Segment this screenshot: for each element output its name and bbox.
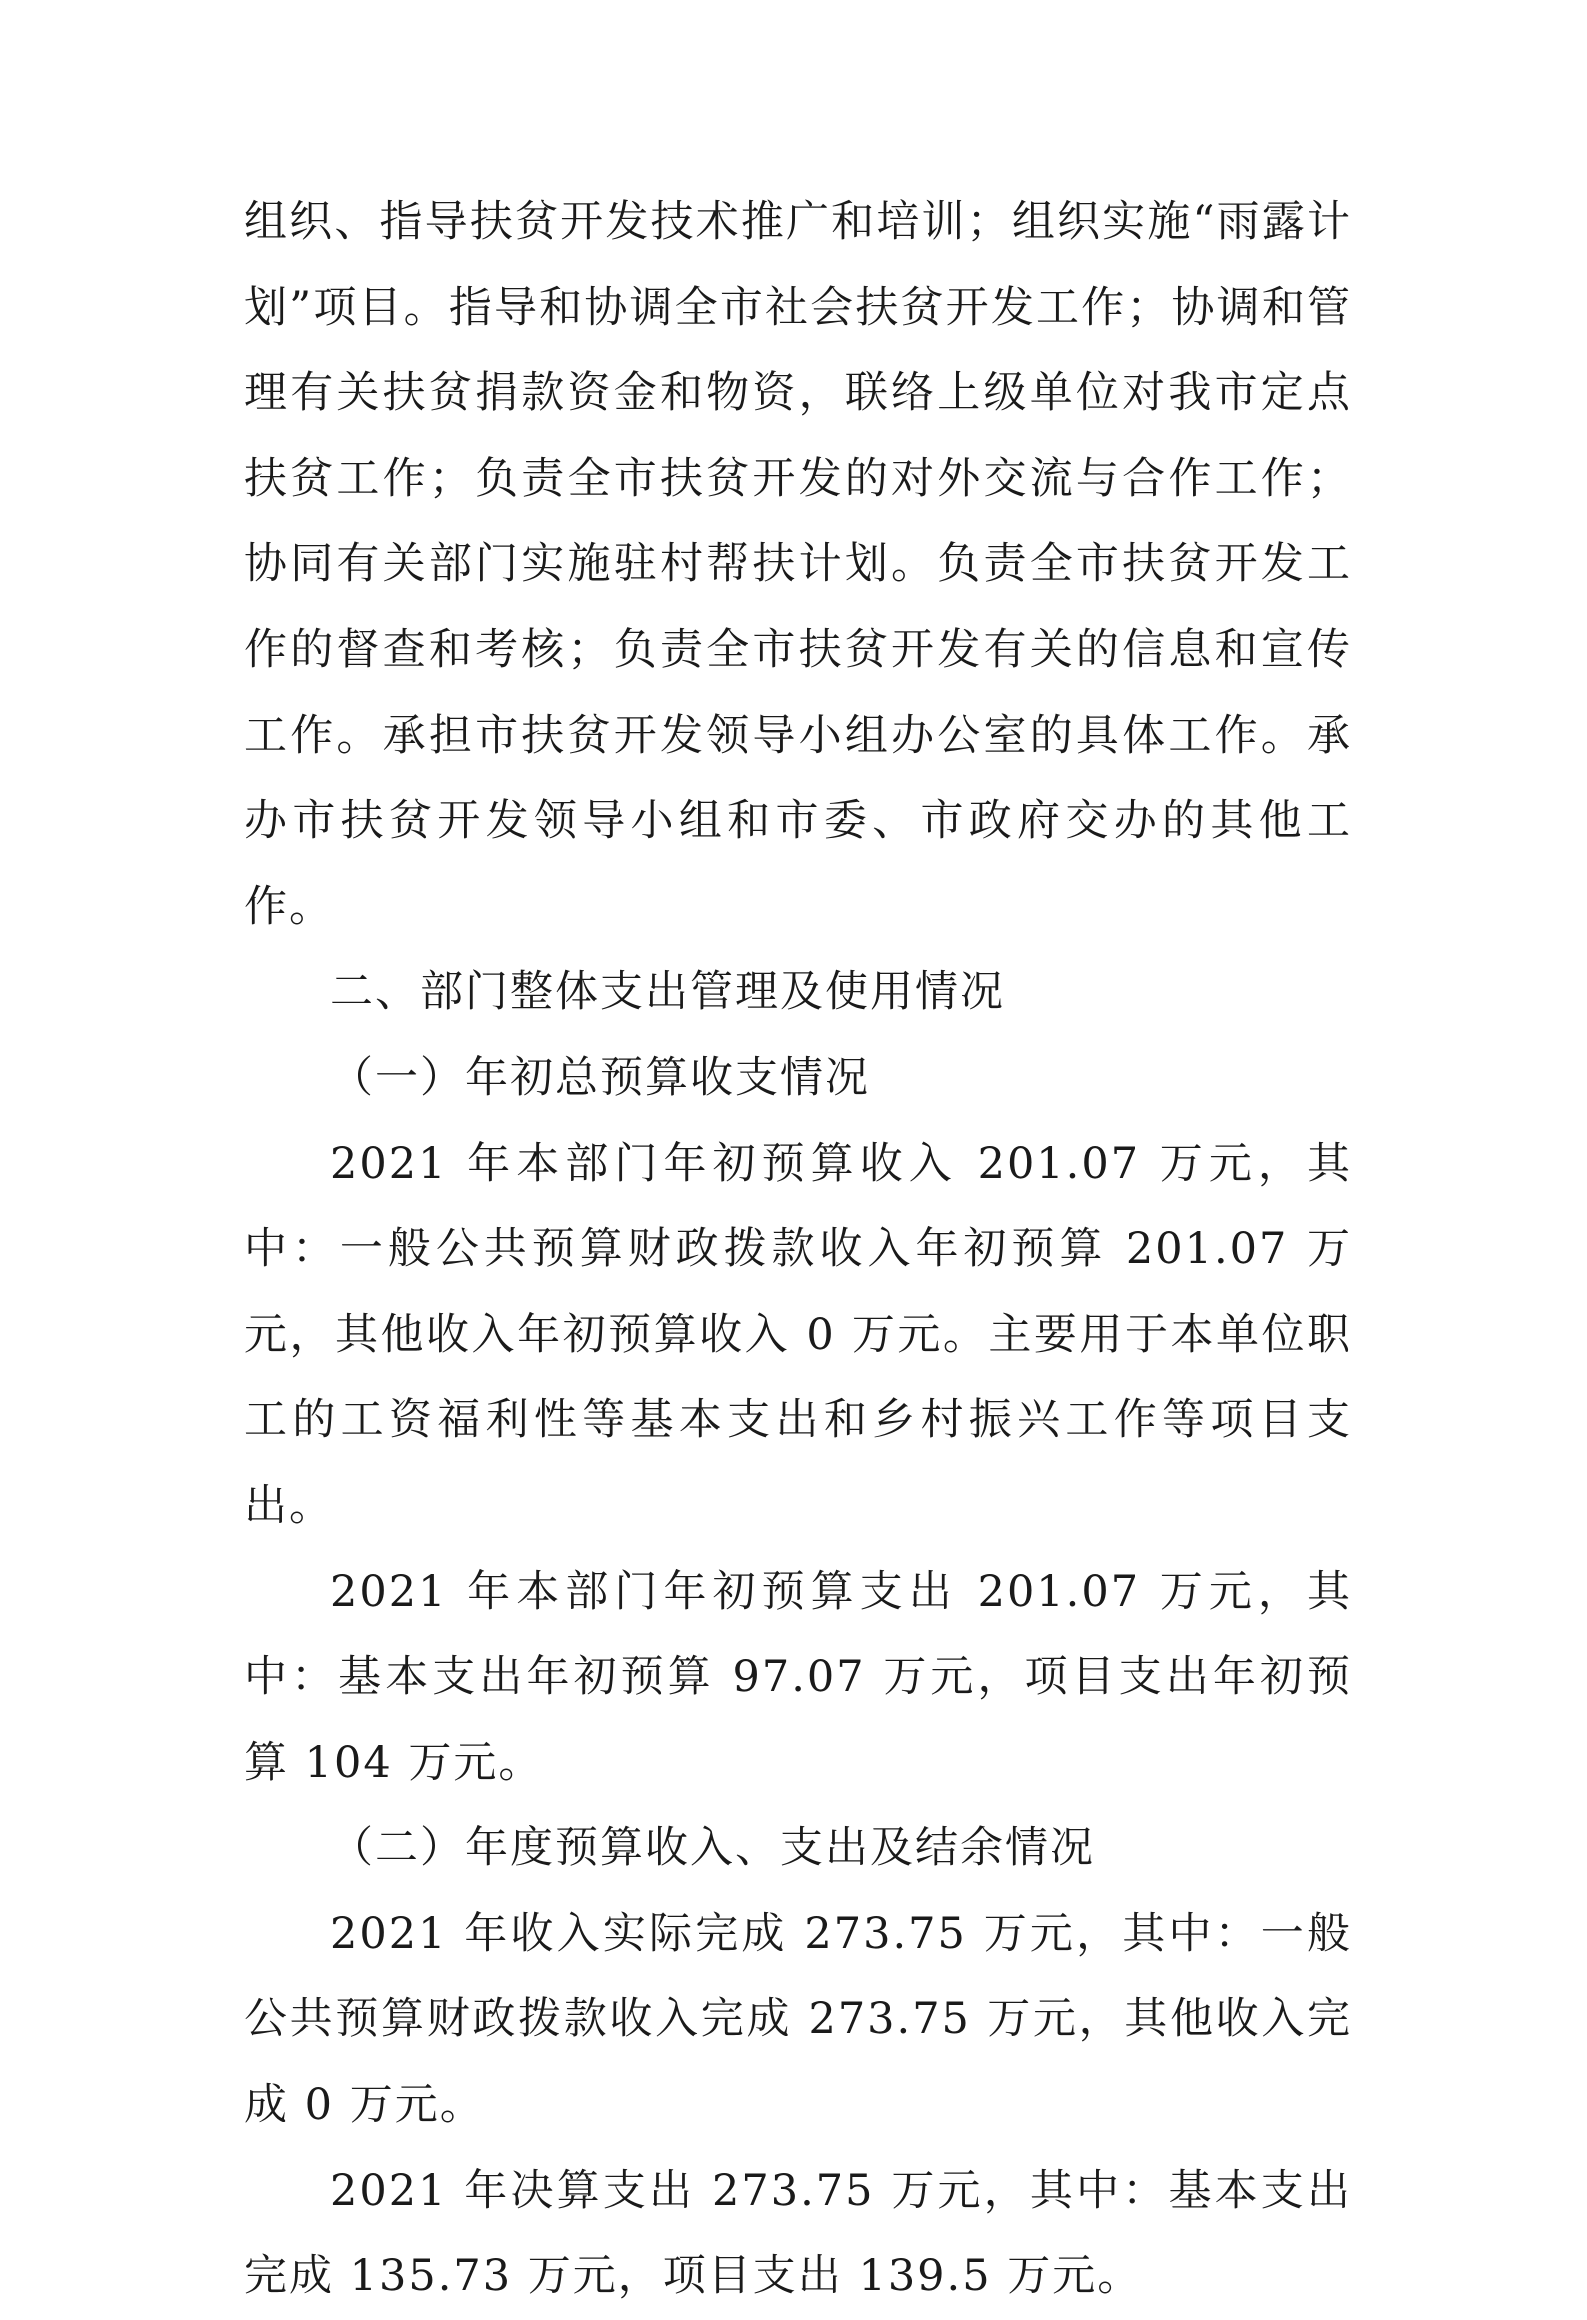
intro-paragraph: 组织、指导扶贫开发技术推广和培训；组织实施“雨露计划”项目。指导和协调全市社会扶贫开发工作；协调和管理有关扶贫捐款资金和物资，联络上级单位对我市定点扶贫工作；负责全市扶贫开发的对外交流与合作工作；协同有关部门实施驻村帮扶计划。负责全市扶贫开发工作的督查和考核；负责全市扶贫开发有关的信息和宣传工作。承担市扶贫开发领导小组办公室的具体工作。承办市扶贫开发领导小组和市委、市政府交办的其他工作。 [244, 197, 1352, 932]
subsection-one-heading: （一）年初总预算收支情况 [330, 1052, 870, 1103]
section-two-heading: 二、部门整体支出管理及使用情况 [330, 967, 1005, 1018]
final-expense-paragraph: 2021 年决算支出 273.75 万元，其中：基本支出完成 135.73 万元，项目支出 139.5 万元。 [244, 2165, 1352, 2302]
subsection-two-heading: （二）年度预算收入、支出及结余情况 [330, 1823, 1095, 1874]
budget-income-paragraph: 2021 年本部门年初预算收入 201.07 万元，其中：一般公共预算财政拨款收入年初预算 201.07 万元，其他收入年初预算收入 0 万元。主要用于本单位职工的工资福利性等基本支出和乡村振兴工作等项目支出。 [244, 1138, 1352, 1531]
actual-income-paragraph: 2021 年收入实际完成 273.75 万元，其中：一般公共预算财政拨款收入完成 273.75 万元，其他收入完成 0 万元。 [244, 1908, 1352, 2131]
budget-expense-paragraph: 2021 年本部门年初预算支出 201.07 万元，其中：基本支出年初预算 97.07 万元，项目支出年初预算 104 万元。 [244, 1566, 1352, 1788]
document-body [244, 180, 1352, 2320]
